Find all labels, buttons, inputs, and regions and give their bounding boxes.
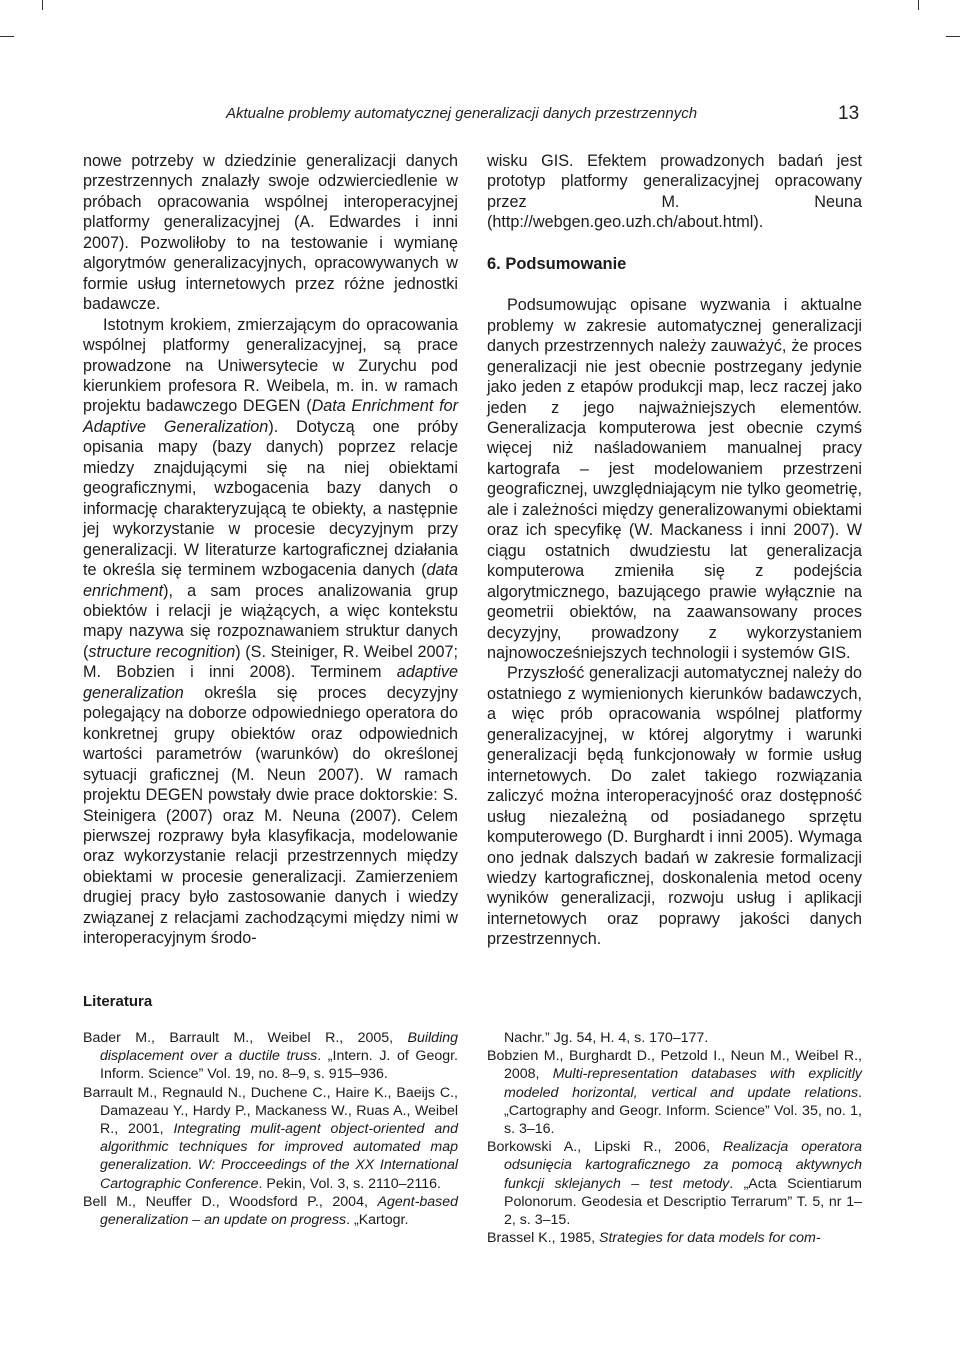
literature-heading: Literatura xyxy=(83,993,153,1010)
left-column xyxy=(83,151,458,949)
reference-item: Brassel K., 1985, Strategies for data models for com- xyxy=(487,1230,821,1247)
paragraph-future: Przyszłość generalizacji automatycznej należy do ostatniego z wymienionych kierunków badawczych, a więc prób opracowania wspólnej platformy generalizacyjnej, w której algorytmy i warunki generalizacji będą funkcjonowały w formie usług internetowych. Do zalet takiego rozwiązania zaliczyć można interoperacyjność oraz dostępność usług niezależną od posiadanego sprzętu komputerowego (D. Burghardt i inni 2005). Wymaga ono jednak dalszych badań w zakresie formalizacji wiedzy kartograficznej, doskonalenia metod oceny wyników generalizacji, rozwoju usług i aplikacji internetowych oraz poprawy jakości danych przestrzennych. xyxy=(487,664,862,949)
reference-item: Bell M., Neuffer D., Woodsford P., 2004, Agent-based generalization – an update on progress. „Kartogr. xyxy=(83,1193,458,1229)
paragraph-degen: Istotnym krokiem, zmierzającym do opracowania wspólnej platformy generalizacyjnej, są prace prowadzone na Uniwersytecie w Zurychu pod kierunkiem profesora R. Weibela, m. in. w ramach projektu badawczego DEGEN (Data Enrichment for Adaptive Generalization). Dotyczą one próby opisania mapy (bazy danych) poprzez relacje miedzy znajdującymi się na niej obiektami geograficznymi, wzbogacenia bazy danych o informację charakteryzującą te obiekty, a następnie jej wykorzystanie w procesie decyzyjnym przy generalizacji. W literaturze kartograficznej działania te określa się terminem wzbogacenia danych (data enrichment), a sam proces analizowania grup obiektów i relacji je wiążących, a więc kontekstu mapy nazywa się rozpoznawaniem struktur danych (structure recognition) (S. Steiniger, R. Weibel 2007; M. Bobzien i inni 2008). Terminem adaptive generalization określa się proces decyzyjny polegający na doborze odpowiedniego operatora do konkretnej grupy obiektów oraz odpowiednich wartości parametrów (warunków) do określonej sytuacji graficznej (M. Neun 2007). W ramach projektu DEGEN powstały dwie prace doktorskie: S. Steinigera (2007) oraz M. Neuna (2007). Celem pierwszej rozprawy była klasyfikacja, modelowanie oraz wykorzystanie relacji przestrzennych między obiektami w procesie generalizacji. Zamierzeniem drugiej pracy było zastosowanie danych i wiedzy związanej z relacjami zachodzącymi między nimi w interoperacyjnym środo- xyxy=(83,315,459,948)
crop-mark-tr-h xyxy=(946,36,960,37)
crop-mark-tl-v xyxy=(42,0,43,10)
running-title: Aktualne problemy automatycznej generalizacji danych przestrzennych xyxy=(226,105,698,122)
references-right xyxy=(487,1029,862,1247)
reference-item: Bobzien M., Burghardt D., Petzold I., Neun M., Weibel R., 2008, Multi-representation databases with explicitly modeled horizontal, vertical and update relations. „Cartography and Geogr. Inform. Science” Vol. 35, no. 1, s. 3–16. xyxy=(487,1048,862,1138)
right-column xyxy=(487,151,862,950)
crop-mark-tr-v xyxy=(918,0,919,10)
crop-mark-tl-h xyxy=(0,36,14,37)
reference-item: Barrault M., Regnauld N., Duchene C., Haire K., Baeijs C., Damazeau Y., Hardy P., Mackaness W., Ruas A., Weibel R., 2001, Integrating mulit-agent object-oriented and algorithmic techniques for improved automated map generalization. W: Procceedings of the XX International Cartographic Conference. Pekin, Vol. 3, s. 2110–2116. xyxy=(83,1084,458,1192)
page-number: 13 xyxy=(838,103,860,124)
reference-continuation: Nachr.” Jg. 54, H. 4, s. 170–177. xyxy=(504,1030,709,1046)
paragraph: nowe potrzeby w dziedzinie generalizacji danych przestrzennych znalazły swoje odzwierciedlenie w próbach opracowania wspólnej interoperacyjnej platformy generalizacyjnej (A. Edwardes i inni 2007). Pozwoliłoby to na testowanie i wymianę algorytmów generalizacyjnych, opracowywanych w formie usług internetowych przez różne jednostki badawcze. xyxy=(83,152,458,314)
reference-item: Borkowski A., Lipski R., 2006, Realizacja operatora odsunięcia kartograficznego za pomocą aktywnych funkcji sklejanych – test metody. „Acta Scientiarum Polonorum. Geodesia et Descriptio Terrarum” T. 5, nr 1–2, s. 3–15. xyxy=(487,1139,862,1229)
paragraph-summary: Podsumowując opisane wyzwania i aktualne problemy w zakresie automatycznej generalizacji danych przestrzennych należy zauważyć, że proces generalizacji nie jest obecnie postrzegany jedynie jako jeden z etapów produkcji map, lecz raczej jako jeden z jego najważniejszych elementów. Generalizacja komputerowa jest obecnie czymś więcej niż naśladowaniem manualnej pracy kartografa – jest modelowaniem przestrzeni geograficznej, uwzględniającym nie tylko geometrię, ale i zależności między generalizowanymi obiektami oraz ich specyfikę (W. Mackaness i inni 2007). W ciągu ostatnich dwudziestu lat generalizacja komputerowa zmieniła się z podejścia algorytmicznego, bazującego prawie wyłącznie na geometrii obiektów, na zaawansowany proces decyzyjny, prowadzony z wykorzystaniem najnowocześniejszych technologii i systemów GIS. xyxy=(487,296,862,662)
page-header xyxy=(0,103,960,127)
section-title: 6. Podsumowanie xyxy=(487,254,627,273)
reference-item: Bader M., Barrault M., Weibel R., 2005, Building displacement over a ductile truss. „Intern. J. of Geogr. Inform. Science” Vol. 19, no. 8–9, s. 915–936. xyxy=(83,1030,458,1083)
references-left xyxy=(83,1029,458,1229)
paragraph: wisku GIS. Efektem prowadzonych badań jest prototyp platformy generalizacyjnej opracowany przez M. Neuna (http://webgen.geo.uzh.ch/about.html). xyxy=(487,152,862,232)
